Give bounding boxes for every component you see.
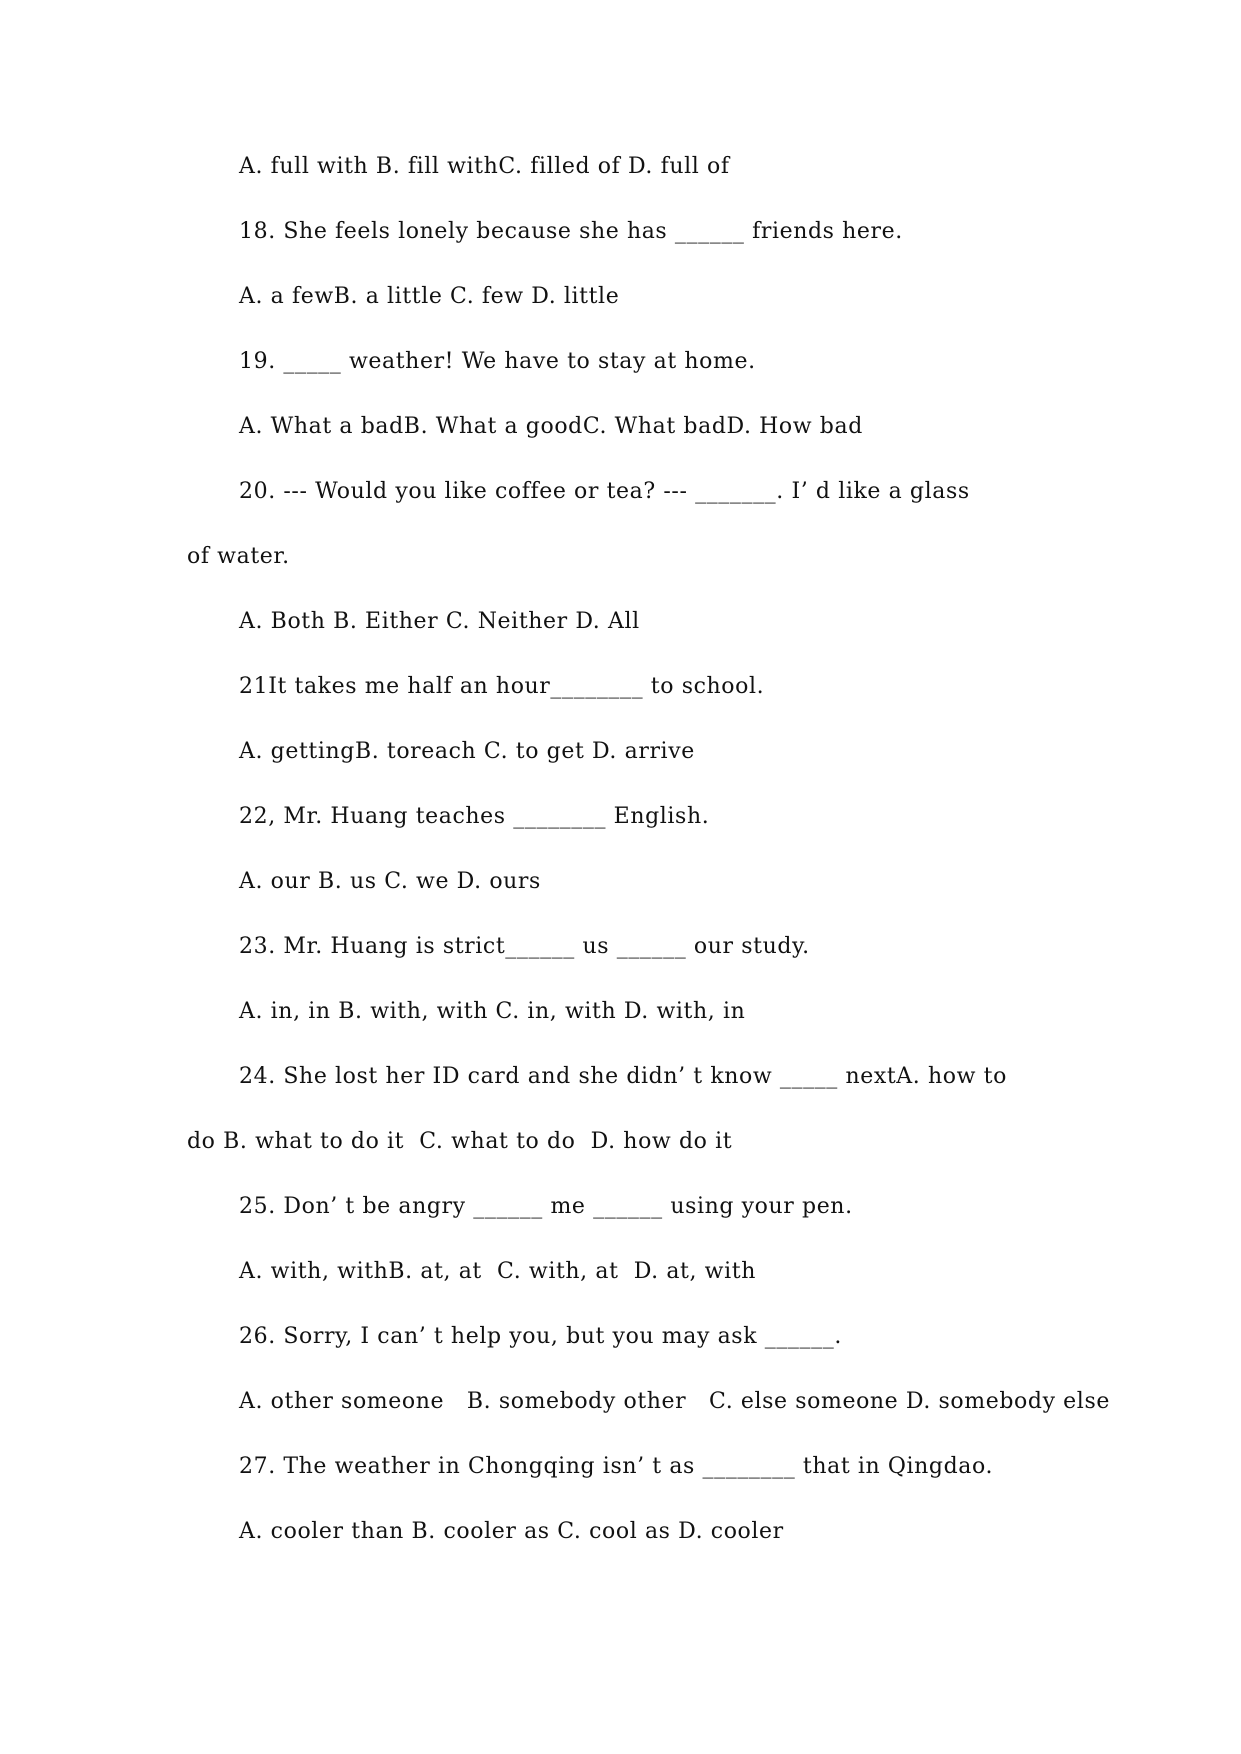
question-24-continued: do B. what to do it C. what to do D. how do it bbox=[187, 1129, 733, 1154]
option-line-19: A. What a badB. What a goodC. What badD. How bad bbox=[239, 414, 863, 439]
question-18: 18. She feels lonely because she has ______ friends here. bbox=[239, 219, 903, 244]
option-line-21: A. gettingB. toreach C. to get D. arrive bbox=[239, 739, 695, 764]
question-23: 23. Mr. Huang is strict______ us ______ our study. bbox=[239, 934, 810, 959]
option-line-22: A. our B. us C. we D. ours bbox=[239, 869, 541, 894]
question-21: 21It takes me half an hour________ to school. bbox=[239, 674, 765, 699]
option-line-27: A. cooler than B. cooler as C. cool as D. cooler bbox=[239, 1519, 784, 1544]
option-line-25: A. with, withB. at, at C. with, at D. at, with bbox=[239, 1259, 756, 1284]
option-line-20: A. Both B. Either C. Neither D. All bbox=[239, 609, 640, 634]
question-text bbox=[187, 154, 1110, 1587]
question-25: 25. Don’ t be angry ______ me ______ using your pen. bbox=[239, 1194, 853, 1219]
option-line-18: A. a fewB. a little C. few D. little bbox=[239, 284, 620, 309]
option-line-26: A. other someone B. somebody other C. else someone D. somebody else bbox=[239, 1389, 1110, 1414]
question-26: 26. Sorry, I can’ t help you, but you may ask ______. bbox=[239, 1324, 842, 1349]
question-19: 19. _____ weather! We have to stay at home. bbox=[239, 349, 756, 374]
question-22: 22, Mr. Huang teaches ________ English. bbox=[239, 804, 710, 829]
question-24: 24. She lost her ID card and she didn’ t know _____ nextA. how to bbox=[239, 1064, 1007, 1089]
question-27: 27. The weather in Chongqing isn’ t as ________ that in Qingdao. bbox=[239, 1454, 994, 1479]
option-line-17: A. full with B. fill withC. filled of D. full of bbox=[239, 154, 730, 179]
option-line-23: A. in, in B. with, with C. in, with D. with, in bbox=[239, 999, 746, 1024]
question-20-continued: of water. bbox=[187, 544, 290, 569]
question-20: 20. --- Would you like coffee or tea? --- _______. I’ d like a glass bbox=[239, 479, 970, 504]
